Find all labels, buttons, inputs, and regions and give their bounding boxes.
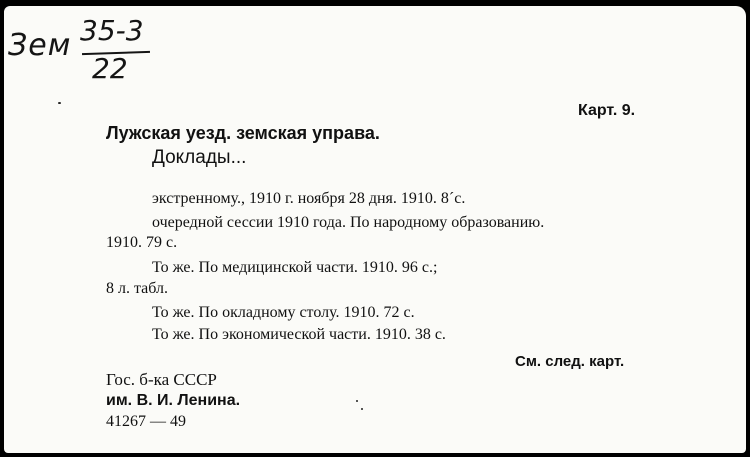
handwritten-numerator: 35-3 — [80, 14, 144, 47]
dust-speck — [356, 400, 358, 402]
catalog-card — [4, 6, 746, 453]
dust-speck — [361, 408, 363, 410]
entry-line-3: 1910. 79 с. — [106, 234, 178, 251]
library-dedication: им. В. И. Ленина. — [106, 392, 241, 409]
card-number: Карт. 9. — [578, 102, 636, 119]
entry-line-5: 8 л. табл. — [106, 280, 168, 297]
handwritten-prefix: Зем — [8, 28, 72, 63]
entry-line-1: экстренному., 1910 г. ноября 28 дня. 1910. 8´с. — [152, 190, 466, 207]
dust-speck — [58, 102, 61, 104]
library-name: Гос. б-ка СССР — [106, 370, 217, 389]
entry-line-4: То же. По медицинской части. 1910. 96 с.; — [152, 259, 438, 276]
card-subheading: Доклады... — [152, 147, 247, 168]
library-inventory-number: 41267 — 49 — [106, 413, 186, 430]
handwritten-denominator: 22 — [92, 52, 128, 85]
entry-line-2: очередной сессии 1910 года. По народному образованию. — [152, 214, 545, 231]
entry-line-7: То же. По экономической части. 1910. 38 с. — [152, 326, 446, 343]
card-heading: Лужская уезд. земская управа. — [106, 123, 380, 143]
continuation-note: См. след. карт. — [515, 353, 625, 370]
entry-line-6: То же. По окладному столу. 1910. 72 с. — [152, 304, 415, 321]
